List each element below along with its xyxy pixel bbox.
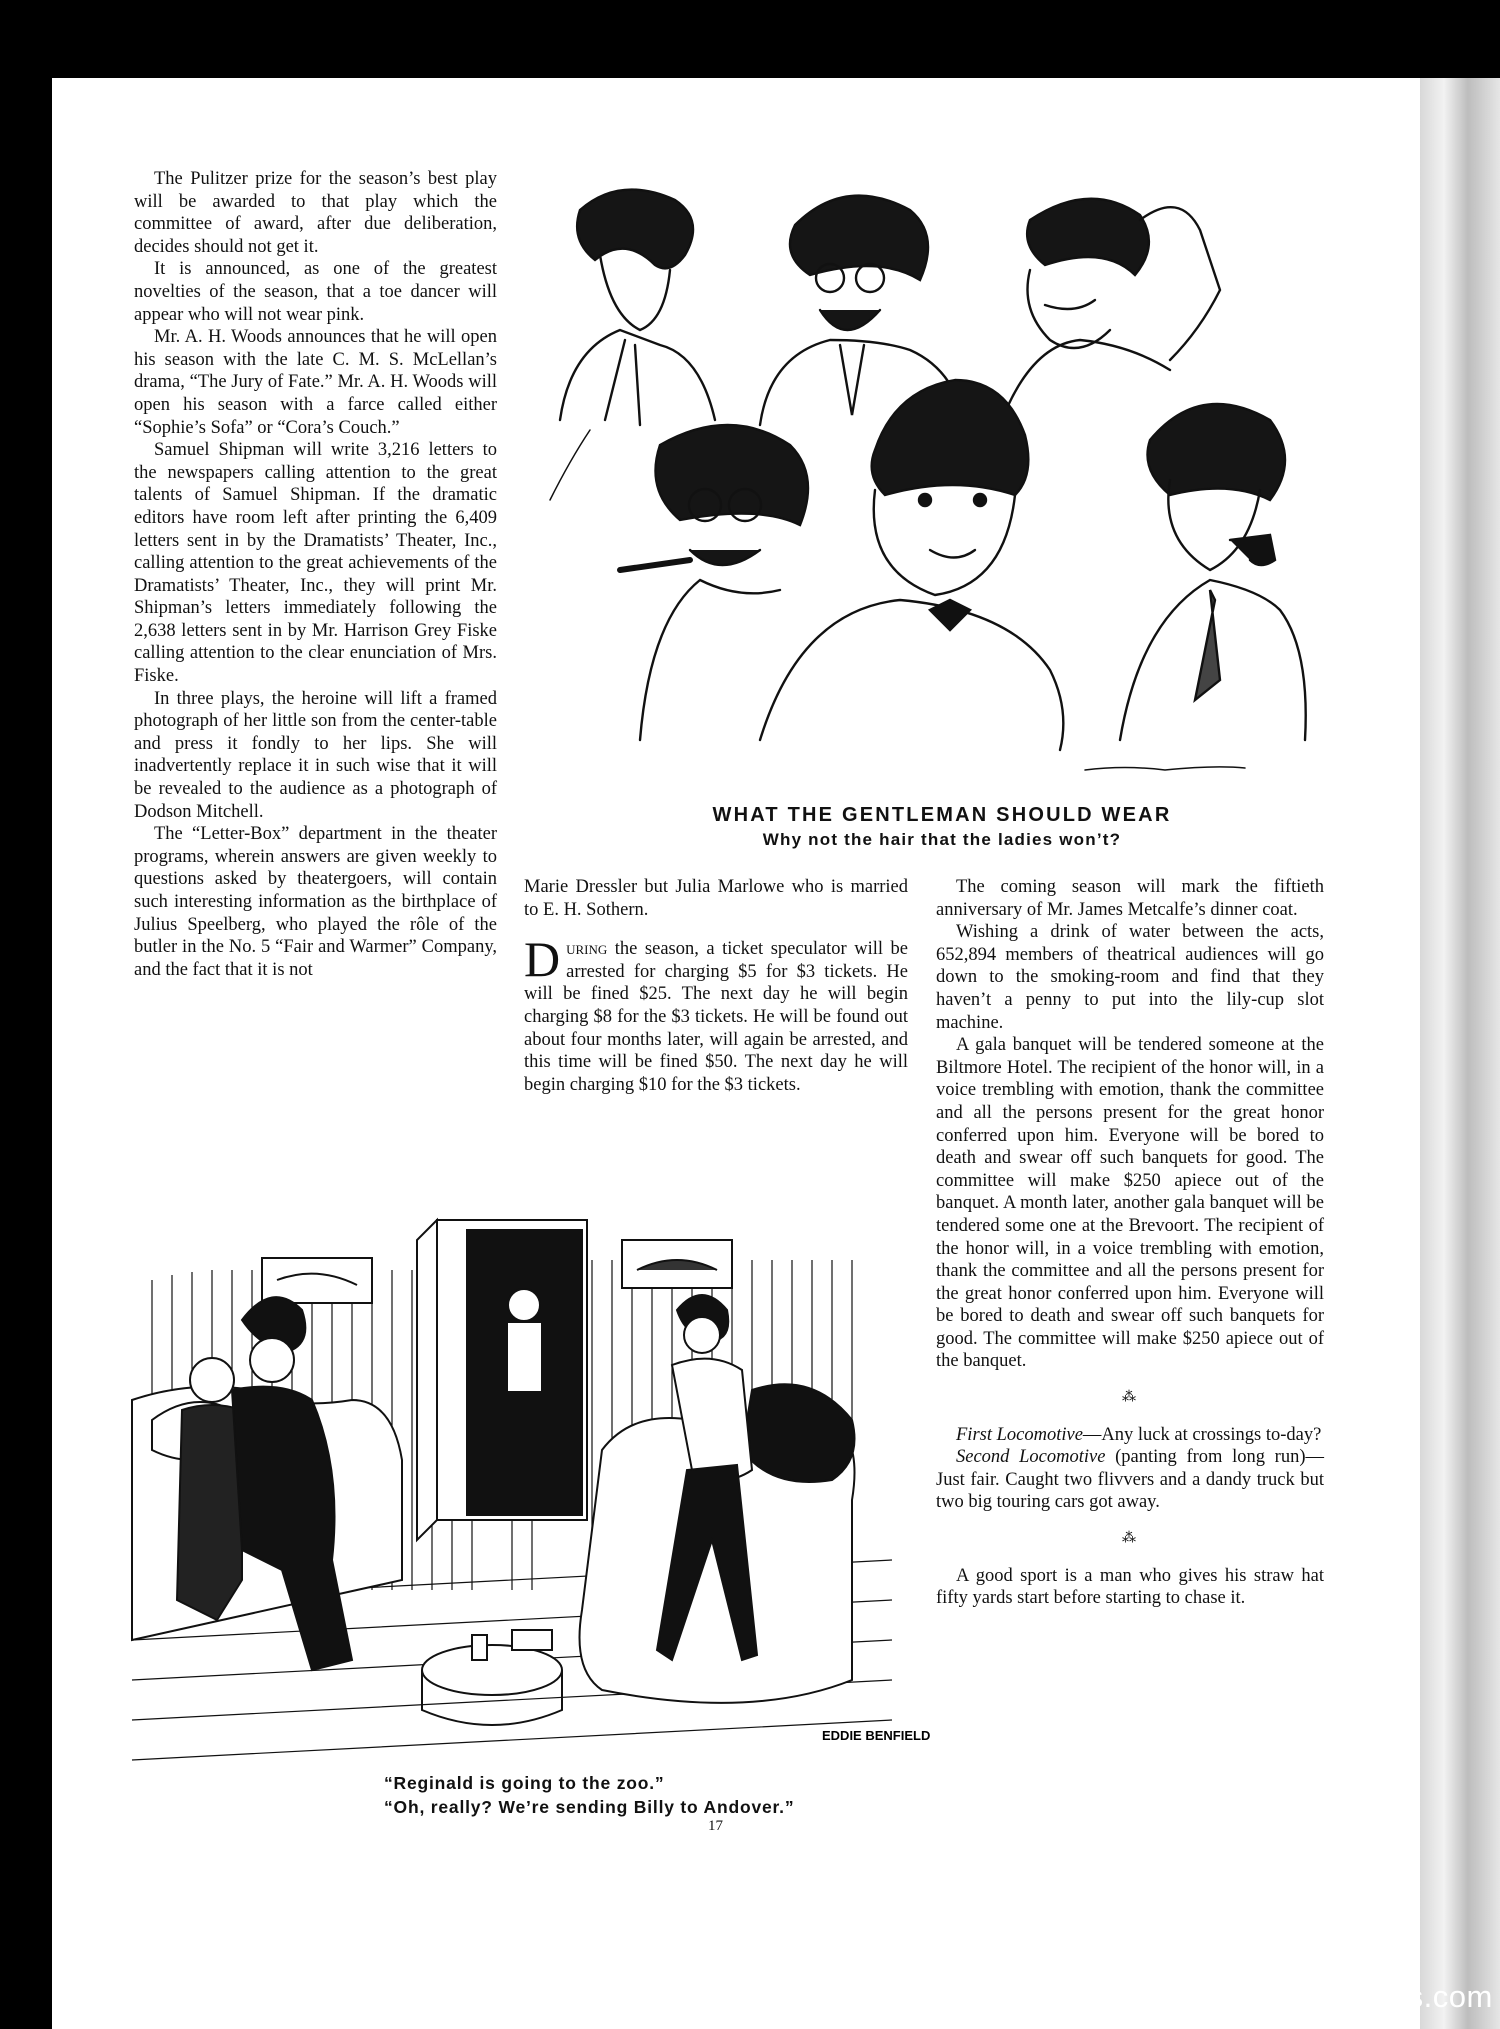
paragraph-ticket-speculator — [524, 931, 908, 1096]
paragraph: Mr. A. H. Woods announces that he will open his season with the late C. M. S. McLellan’s drama, “The Jury of Fate.” Mr. A. H. Woods will open his season with a farce called either “Sophie’s Sofa” or “Cora’s Couch.” — [134, 327, 497, 438]
portrait-woman-hair-1 — [560, 190, 715, 425]
portrait-stout-man — [760, 380, 1063, 750]
paragraph: In three plays, the heroine will lift a framed photograph of her little son from the center-table and press it fondly to her lips. She will inadvertently replace it in such wise that it will be revealed to the audience as a photograph of Dodson Mitchell. — [134, 688, 497, 822]
column-left — [134, 168, 497, 981]
paragraph: The coming season will mark the fiftieth anniversary of Mr. James Metcalfe’s dinner coat. — [936, 877, 1324, 920]
dialogue-text: —Any luck at crossings to-day? — [1082, 1424, 1322, 1445]
speaker-name: First Locomotive — [956, 1424, 1083, 1445]
paragraph: A good sport is a man who gives his straw hat fifty yards start before starting to chase it. — [936, 1565, 1324, 1609]
portrait-man-scratching-head — [1000, 199, 1220, 425]
paragraph: Samuel Shipman will write 3,216 letters to the newspapers calling attention to the great talents of Samuel Shipman. If the dramatic editors have room left after printing the 6,409 letters sent in by the Dramatists’ Theater, Inc., calling attention to the great achievements of the Dramatists’ Theater, Inc., they will print Mr. Shipman’s letters immediately following the 2,638 letters sent in by Mr. Harrison Grey Fiske calling attention to the clear enunciation of Mrs. Fiske. — [134, 440, 497, 687]
artist-signature — [1085, 767, 1245, 770]
paragraph: Marie Dressler but Julia Marlowe who is married to E. H. Sothern. — [524, 877, 908, 920]
dialogue-text: (panting from long run)—Just fair. Caught two flivvers and a dandy truck but two big touring cars got away. — [936, 1447, 1324, 1513]
footstool — [422, 1630, 562, 1725]
paragraph: A gala banquet will be tendered someone at the Biltmore Hotel. The recipient of the honor will, in a voice trembling with emotion, thank the committee and all the persons present for the great honor conferred upon him. Everyone will be bored to death and swear off such banquets for good. The committee will make $250 apiece out of the banquet. A month later, another gala banquet will be tendered some one at the Brevoort. The recipient of the honor will, in a voice trembling with emotion, thank the committee and all the persons present for the great honor conferred upon him. Everyone will be bored to death and swear off such banquets for good. The committee will make $250 apiece out of the banquet. — [936, 1035, 1324, 1372]
paragraph: The “Letter-Box” department in the theater programs, wherein answers are given weekly to questions asked by theatergoers, will contain such interesting information as the birthplace of Julius Speelberg, who played the rôle of the butler in the No. 5 “Fair and Warmer” Company, and the fact that it is not — [134, 824, 497, 980]
book-binding-edge — [1420, 78, 1500, 2029]
dialogue-line-1 — [936, 1424, 1324, 1447]
drop-cap: D — [524, 931, 561, 988]
portraits-illustration — [540, 180, 1310, 795]
cartoon-title: WHAT THE GENTLEMAN SHOULD WEAR — [712, 804, 1172, 826]
cartoon-subtitle: Why not the hair that the ladies won’t? — [762, 830, 1122, 849]
portrait-man-pipe — [1120, 404, 1306, 740]
column-middle — [524, 876, 908, 1096]
cartoon-caption-line-2: “Oh, really? We’re sending Billy to Andover.” — [384, 1797, 795, 1817]
dialogue-line-2 — [936, 1446, 1324, 1514]
paragraph: Wishing a drink of water between the acts, 652,894 members of theatrical audiences will go down to the smoking-room and find that they haven’t a penny to put into the lily-cup slot machine. — [936, 922, 1324, 1033]
watermark: comicbooks.com — [1255, 1979, 1493, 2014]
cartoon-caption-line-1: “Reginald is going to the zoo.” — [384, 1773, 665, 1793]
speaker-name: Second Locomotive — [956, 1447, 1106, 1468]
portrait-man-cigar — [550, 425, 808, 740]
paragraph: It is announced, as one of the greatest novelties of the season, that a toe dancer will appear who will not wear pink. — [134, 259, 497, 325]
small-caps-text: uring — [566, 939, 608, 960]
paragraph: The Pulitzer prize for the season’s best play will be awarded to that play which the committee of award, after due deliberation, decides should not get it. — [134, 169, 497, 257]
paragraph-text: the season, a ticket speculator will be arrested for charging $5 for $3 tickets. He will be fined $25. The next day he will begin charging $8 for the $3 tickets. He will be found out about four months later, will again be arrested, and this time will be fined $50. The next day he will begin charging $10 for the $3 tickets. — [524, 939, 908, 1095]
artist-signature: EDDIE BENFIELD — [822, 1728, 931, 1743]
section-separator: ⁂ — [1122, 1390, 1138, 1406]
column-right — [936, 876, 1324, 1610]
living-room-cartoon — [132, 1200, 931, 1780]
section-separator: ⁂ — [1122, 1531, 1138, 1547]
page-number: 17 — [708, 1818, 723, 1834]
